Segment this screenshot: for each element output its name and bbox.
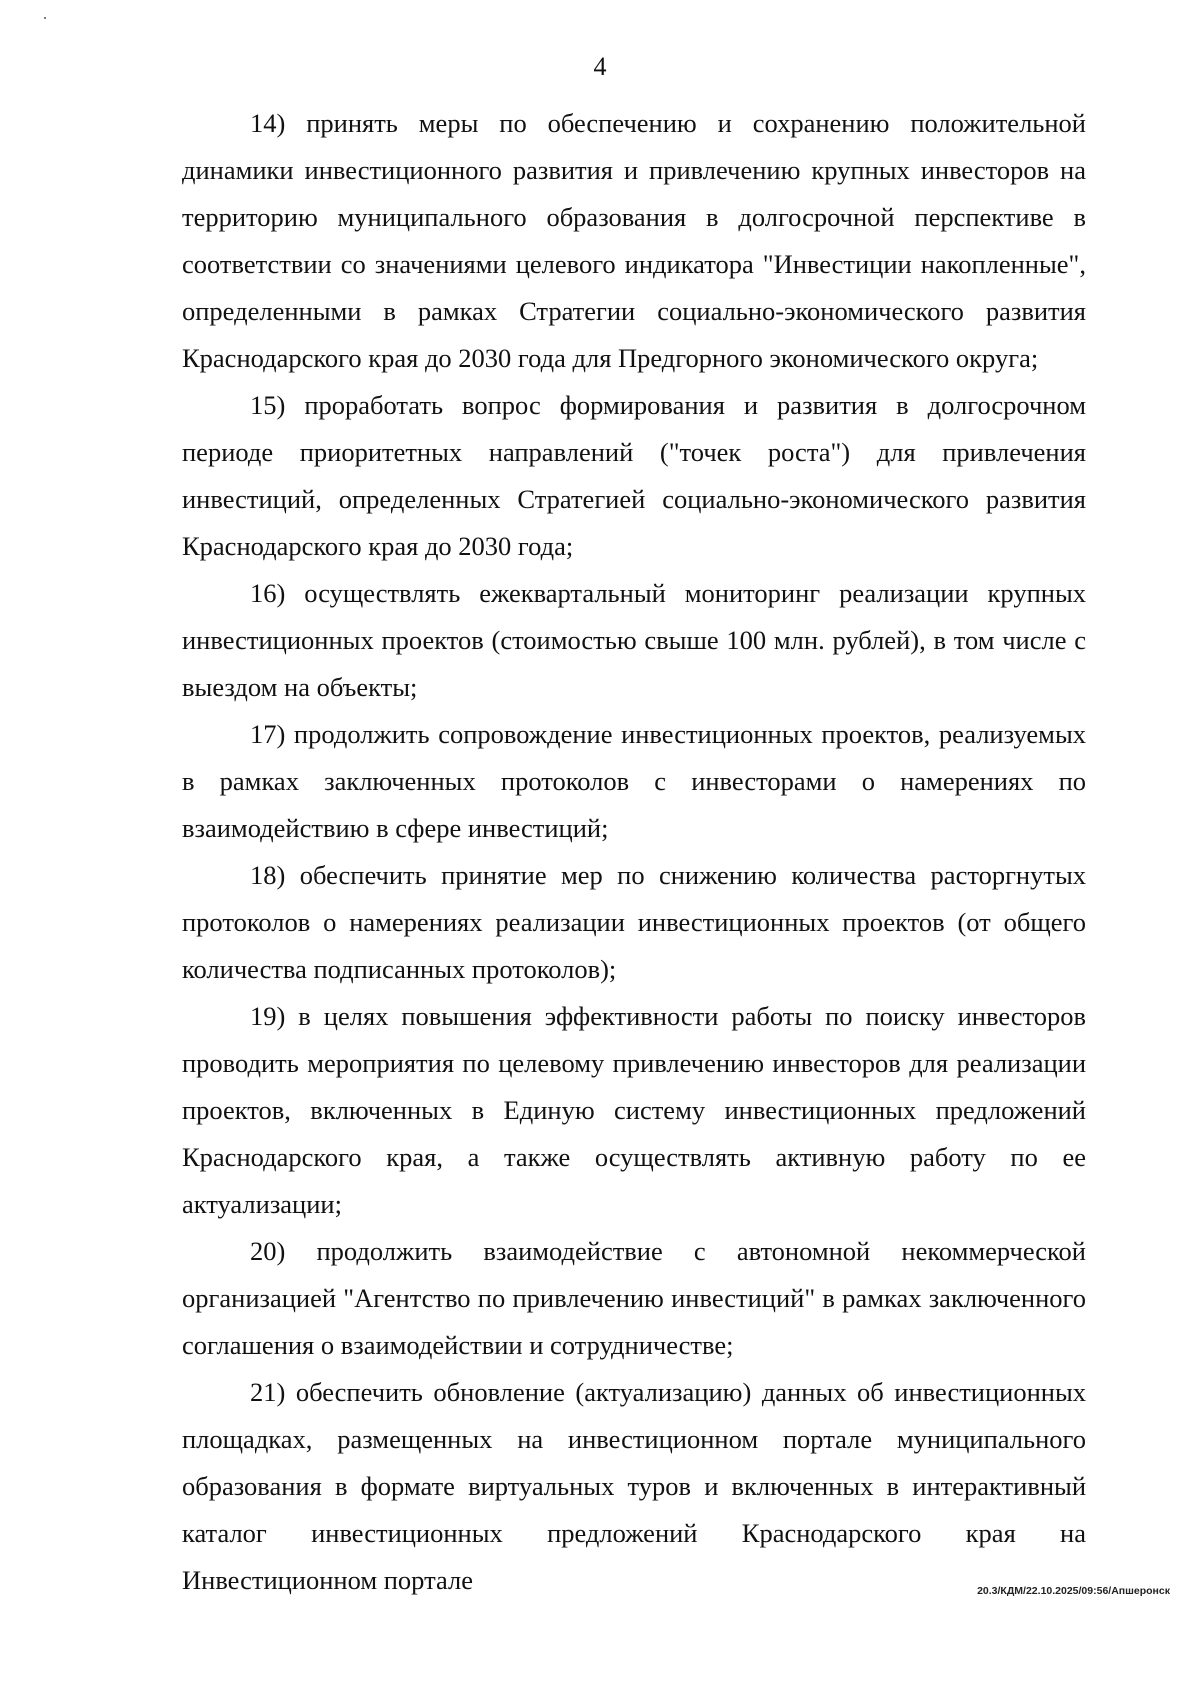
paragraph-item-14: 14) принять меры по обеспечению и сохранению положительной динамики инвестиционного развития и привлечению крупных инвесторов на территорию муниципального образования в долгосрочной перспективе в соответствии со значениями целевого индикатора "Инвестиции накопленные", определенными в рамках Стратегии социально-экономического развития Краснодарского края до 2030 года для Предгорного экономического округа; bbox=[182, 108, 1086, 373]
document-body bbox=[182, 100, 1086, 1604]
document-registration-stamp: 20.3/КДМ/22.10.2025/09:56/Апшеронск bbox=[977, 1585, 1170, 1597]
page-number: 4 bbox=[593, 52, 607, 81]
paragraph-item-18: 18) обеспечить принятие мер по снижению количества расторгнутых протоколов о намерениях реализации инвестиционных проектов (от общего количества подписанных протоколов); bbox=[182, 860, 1086, 984]
paragraph-item-16: 16) осуществлять ежеквартальный мониторинг реализации крупных инвестиционных проектов (стоимостью свыше 100 млн. рублей), в том числе с выездом на объекты; bbox=[182, 578, 1086, 702]
paragraph-item-15: 15) проработать вопрос формирования и развития в долгосрочном периоде приоритетных направлений ("точек роста") для привлечения инвестиций, определенных Стратегией социально-экономического развития Краснодарского края до 2030 года; bbox=[182, 390, 1086, 561]
paragraph-item-19: 19) в целях повышения эффективности работы по поиску инвесторов проводить мероприятия по целевому привлечению инвесторов для реализации проектов, включенных в Единую систему инвестиционных предложений Краснодарского края, а также осуществлять активную работу по ее актуализации; bbox=[182, 1001, 1086, 1219]
paragraph-item-20: 20) продолжить взаимодействие с автономной некоммерческой организацией "Агентство по привлечению инвестиций" в рамках заключенного соглашения о взаимодействии и сотрудничестве; bbox=[182, 1236, 1086, 1360]
scan-speck bbox=[44, 17, 46, 19]
paragraph-item-17: 17) продолжить сопровождение инвестиционных проектов, реализуемых в рамках заключенных протоколов с инвесторами о намерениях по взаимодействию в сфере инвестиций; bbox=[182, 719, 1086, 843]
paragraph-item-21: 21) обеспечить обновление (актуализацию) данных об инвестиционных площадках, размещенных на инвестиционном портале муниципального образования в формате виртуальных туров и включенных в интерактивный каталог инвестиционных предложений Краснодарского края на Инвестиционном портале bbox=[182, 1377, 1086, 1595]
